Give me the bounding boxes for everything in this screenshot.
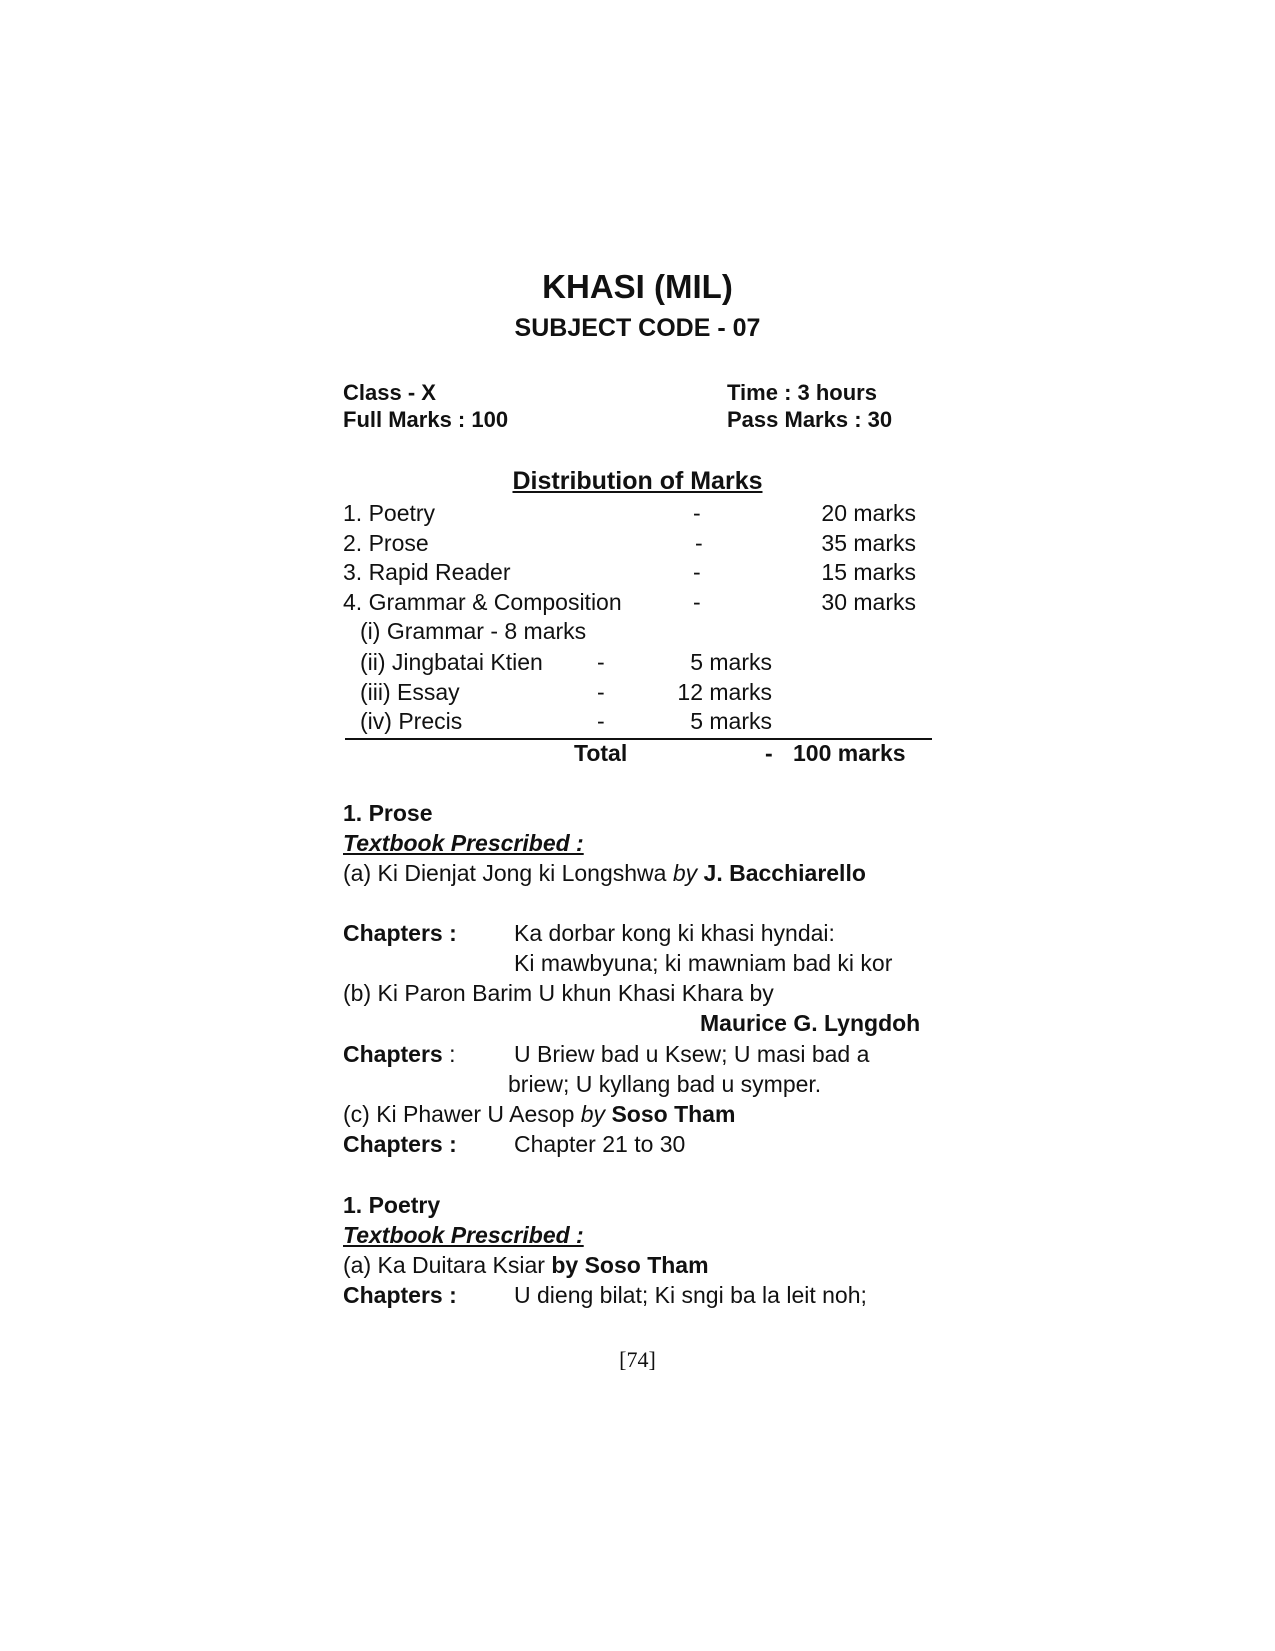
prose-a-title: (a) Ki Dienjat Jong ki Longshwa: [343, 860, 673, 886]
prose-item-c: [343, 1101, 735, 1128]
dist-item-label: 2. Prose: [343, 530, 429, 556]
subject-code: SUBJECT CODE - 07: [514, 314, 761, 342]
page-title: KHASI (MIL): [542, 268, 733, 305]
dist-item-marks: 20 marks: [821, 500, 916, 526]
poetry-heading: 1. Poetry: [343, 1192, 441, 1218]
dist-sub-item-label: (iv) Precis: [360, 708, 463, 734]
poetry-item-a: [343, 1252, 709, 1279]
prose-a-by: by: [672, 860, 698, 886]
prose-heading: 1. Prose: [343, 800, 433, 826]
dist-sub-item-marks: 12 marks: [677, 679, 772, 705]
total-dash: -: [765, 740, 773, 766]
dist-sub-item-dash: -: [597, 679, 605, 705]
prose-b-chapters-label: Chapters: [343, 1041, 443, 1067]
prose-a-chapters-line2: Ki mawbyuna; ki mawniam bad ki kor: [514, 950, 893, 976]
total-label: Total: [574, 740, 628, 766]
prose-b-author: Maurice G. Lyngdoh: [700, 1010, 921, 1036]
dist-item-label: 1. Poetry: [343, 500, 436, 526]
dist-sub-item-dash: -: [597, 708, 605, 734]
dist-item-dash: -: [693, 589, 701, 615]
time-label: Time : 3 hours: [727, 380, 877, 405]
dist-sub-item-label: (i) Grammar - 8 marks: [360, 618, 587, 644]
poetry-a-title: (a) Ka Duitara Ksiar: [343, 1252, 552, 1278]
poetry-textbook-label: Textbook Prescribed :: [343, 1222, 584, 1248]
dist-item-label: 3. Rapid Reader: [343, 559, 511, 585]
dist-item-dash: -: [695, 530, 703, 556]
prose-c-author: Soso Tham: [605, 1101, 736, 1127]
full-marks-label: Full Marks : 100: [343, 407, 509, 432]
total-marks: 100 marks: [793, 740, 906, 766]
prose-c-title: (c) Ki Phawer U Aesop: [343, 1101, 581, 1127]
dist-sub-item-marks: 5 marks: [690, 708, 772, 734]
dist-item-dash: -: [693, 559, 701, 585]
prose-b-chapters-colon: :: [442, 1041, 456, 1067]
class-label: Class - X: [343, 380, 436, 405]
dist-item-dash: -: [693, 500, 701, 526]
prose-a-chapters-line1: Ka dorbar kong ki khasi hyndai:: [514, 920, 835, 946]
prose-b-chapters-line1: U Briew bad u Ksew; U masi bad a: [514, 1041, 870, 1067]
dist-item-marks: 15 marks: [821, 559, 916, 585]
dist-item-marks: 30 marks: [821, 589, 916, 615]
dist-sub-item-label: (ii) Jingbatai Ktien: [360, 649, 543, 675]
dist-item-marks: 35 marks: [821, 530, 916, 556]
poetry-a-chapters: U dieng bilat; Ki sngi ba la leit noh;: [514, 1282, 867, 1308]
poetry-a-chapters-label: Chapters :: [343, 1282, 457, 1308]
dist-sub-item-label: (iii) Essay: [360, 679, 460, 705]
prose-item-a: [343, 860, 866, 887]
prose-a-chapters-label: Chapters :: [343, 920, 457, 946]
page-number: [74]: [619, 1347, 656, 1372]
poetry-a-author: by Soso Tham: [551, 1252, 709, 1278]
dist-sub-item-dash: -: [597, 649, 605, 675]
prose-c-chapters-label: Chapters :: [343, 1131, 457, 1157]
pass-marks-label: Pass Marks : 30: [727, 407, 893, 432]
prose-textbook-label: Textbook Prescribed :: [343, 830, 584, 856]
prose-b-chapters: [343, 1041, 455, 1068]
dist-item-label: 4. Grammar & Composition: [343, 589, 622, 615]
prose-c-by: by: [580, 1101, 606, 1127]
prose-b-title: (b) Ki Paron Barim U khun Khasi Khara by: [343, 980, 774, 1006]
prose-c-chapters: Chapter 21 to 30: [514, 1131, 686, 1157]
distribution-heading: Distribution of Marks: [512, 467, 763, 495]
dist-sub-item-marks: 5 marks: [690, 649, 772, 675]
prose-b-chapters-line2: briew; U kyllang bad u symper.: [508, 1071, 822, 1097]
prose-a-author: J. Bacchiarello: [697, 860, 866, 886]
